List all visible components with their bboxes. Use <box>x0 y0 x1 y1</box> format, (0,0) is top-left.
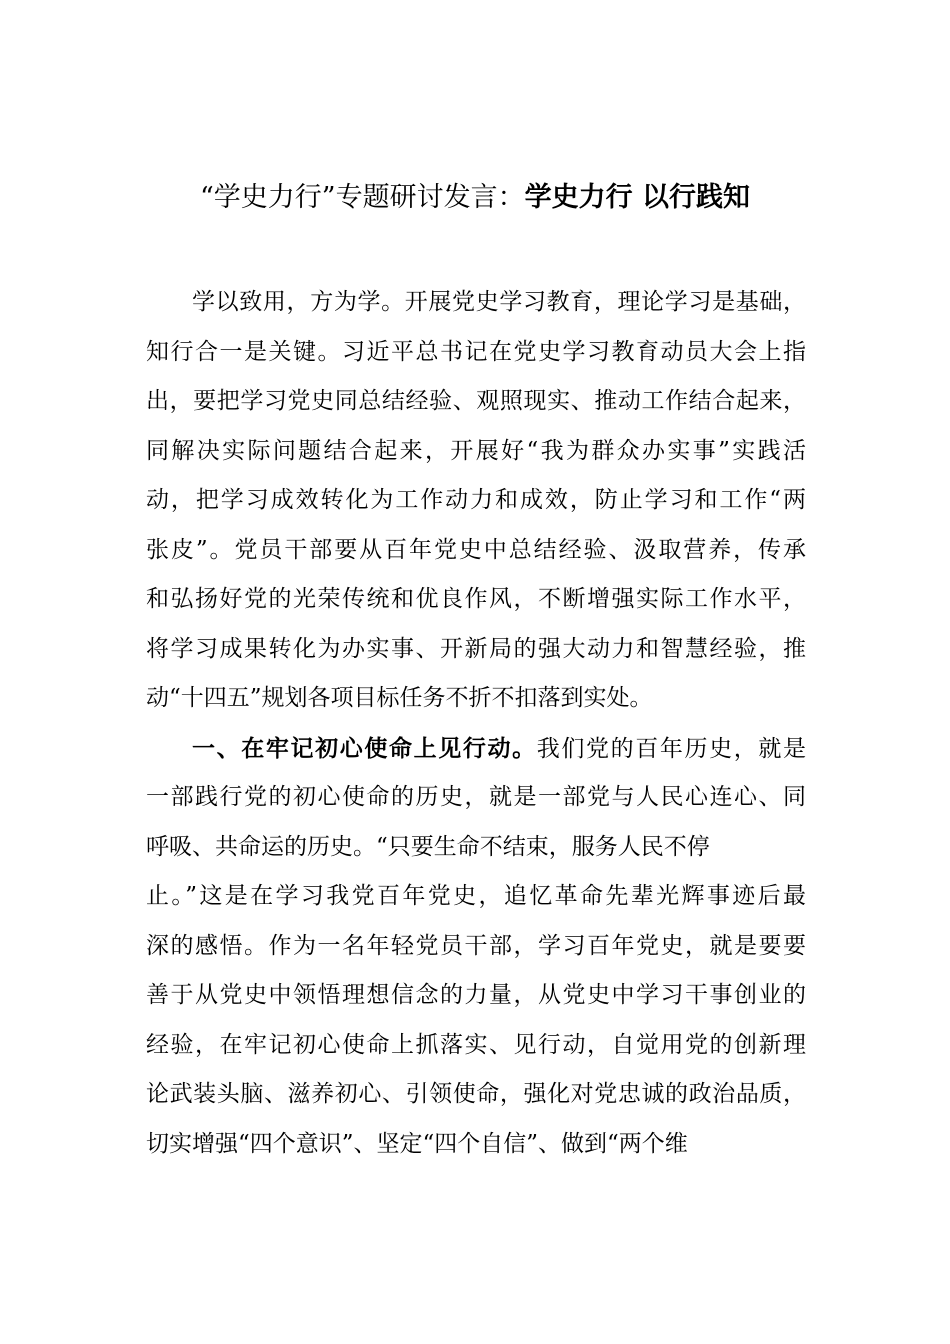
paragraph-line: 呼吸、共命运的历史。“只要生命不结束，服务人民不停 <box>146 833 710 860</box>
paragraph-line: 学以致用，方为学。开展党史学习教育，理论学习是基础， <box>192 289 806 315</box>
paragraph-line: 切实增强“四个意识”、坚定“四个自信”、做到“两个维 <box>146 1130 688 1157</box>
paragraph-first-line <box>146 724 806 774</box>
paragraph-line: 深的感悟。作为一名年轻党员干部，学习百年党史，就是要要 <box>146 932 806 959</box>
paragraph-line: 经验，在牢记初心使命上抓落实、见行动，自觉用党的创新理 <box>146 1031 806 1058</box>
paragraph-line: 善于从党史中领悟理想信念的力量，从党史中学习干事创业的 <box>146 982 806 1008</box>
paragraph-line: 动，把学习成效转化为工作动力和成效，防止学习和工作“两 <box>146 487 806 513</box>
paragraph-line: 同解决实际问题结合起来，开展好“我为群众办实事”实践活 <box>146 437 806 464</box>
paragraph-line: 动“十四五”规划各项目标任务不折不扣落到实处。 <box>146 685 653 711</box>
paragraph-line: 张皮”。党员干部要从百年党史中总结经验、汲取营养，传承 <box>146 536 806 563</box>
paragraph-line: 论武装头脑、滋养初心、引领使命，强化对党忠诚的政治品质， <box>146 1081 806 1107</box>
paragraph-2 <box>146 724 806 1170</box>
title-normal-part: “学史力行”专题研讨发言： <box>199 182 525 213</box>
paragraph-1 <box>146 278 806 724</box>
paragraph-line: 知行合一是关键。习近平总书记在党史学习教育动员大会上指 <box>146 338 806 365</box>
section-heading: 一、在牢记初心使命上见行动。 <box>192 734 537 762</box>
paragraph-line: 出，要把学习党史同总结经验、观照现实、推动工作结合起来， <box>146 388 806 414</box>
paragraph-line: 和弘扬好党的光荣传统和优良作风，不断增强实际工作水平， <box>146 586 806 612</box>
paragraph-line-rest: 我们党的百年历史，就是 <box>536 735 806 762</box>
paragraph-line: 将学习成果转化为办实事、开新局的强大动力和智慧经验，推 <box>146 635 806 662</box>
document-body <box>146 278 806 1169</box>
paragraph-line: 止。”这是在学习我党百年党史，追忆革命先辈光辉事迹后最 <box>146 883 806 909</box>
paragraph-line: 一部践行党的初心使命的历史，就是一部党与人民心连心、同 <box>146 784 806 810</box>
document-title <box>0 178 950 218</box>
title-bold-part: 学史力行 以行践知 <box>524 182 750 213</box>
